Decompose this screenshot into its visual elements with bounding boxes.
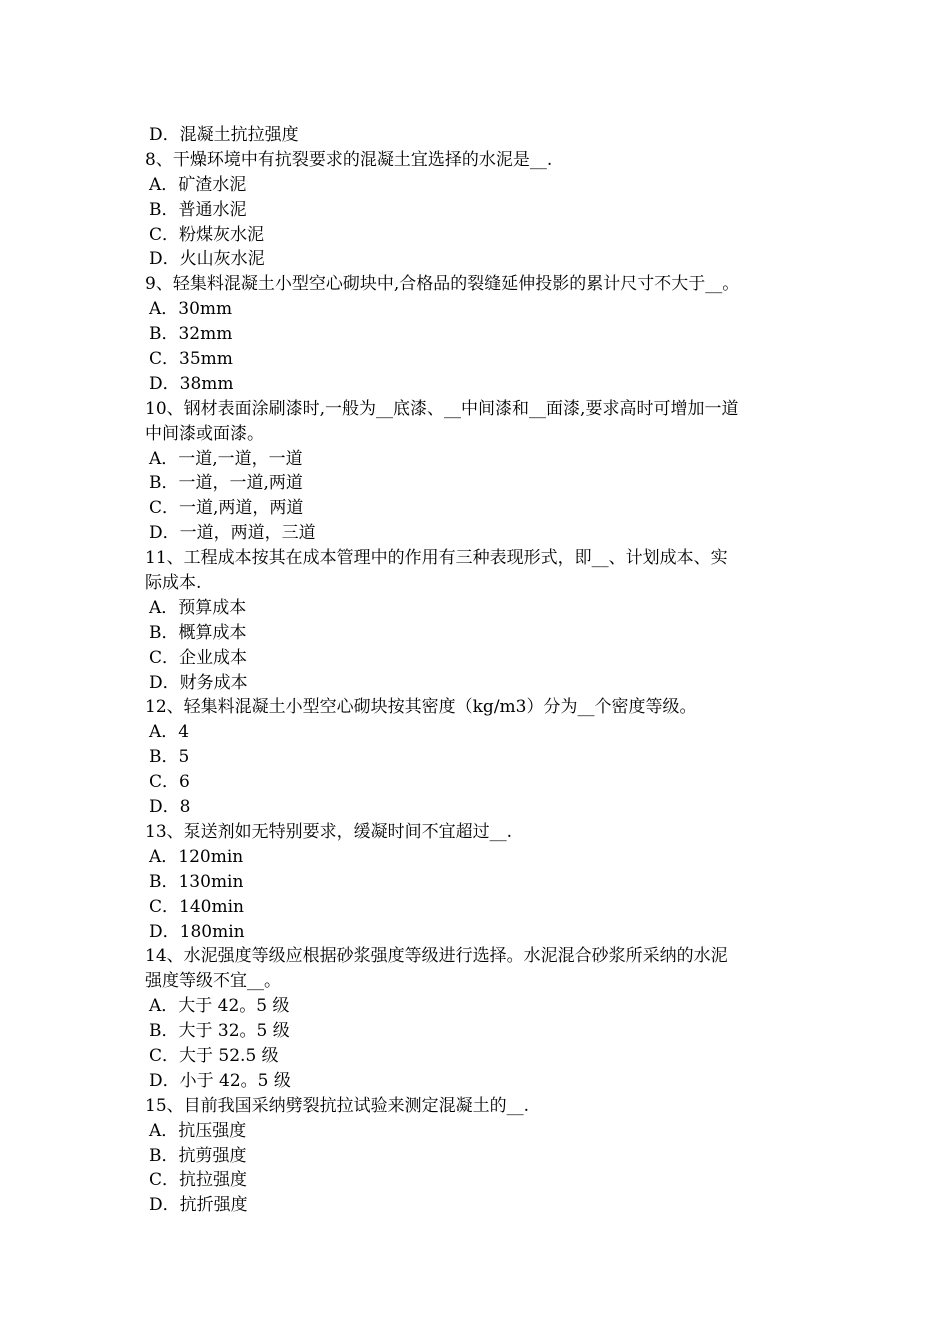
answer-option: B．一道，一道,两道 [149,473,303,494]
answer-option: C．抗拉强度 [149,1170,248,1191]
answer-option: D．混凝土抗拉强度 [149,125,299,145]
answer-option: A．抗压强度 [149,1120,247,1141]
question-text: 11、工程成本按其在成本管理中的作用有三种表现形式，即__、计划成本、实 [145,548,728,569]
answer-option: D．财务成本 [149,672,248,693]
question-text: 中间漆或面漆。 [145,423,264,444]
answer-option: C．35mm [149,349,233,370]
answer-option: C．大于 52.5 级 [149,1045,279,1066]
answer-option: B．概算成本 [149,622,247,643]
answer-option: D．小于 42。5 级 [149,1070,291,1091]
answer-option: A．4 [149,722,190,743]
answer-option: B．130min [149,871,244,892]
question-text: 8、干燥环境中有抗裂要求的混凝土宜选择的水泥是__. [145,149,553,170]
answer-option: C．6 [149,772,190,793]
question-text: 9、轻集料混凝土小型空心砌块中,合格品的裂缝延伸投影的累计尺寸不大于__。 [145,274,740,295]
answer-option: A．30mm [149,299,233,320]
answer-option: D．180min [149,921,245,942]
answer-option: B．大于 32。5 级 [149,1021,290,1042]
answer-option: D．火山灰水泥 [149,249,265,270]
answer-option: B．普通水泥 [149,199,247,220]
question-text: 际成本. [145,573,202,594]
answer-option: B．5 [149,747,190,768]
question-text: 14、水泥强度等级应根据砂浆强度等级进行选择。水泥混合砂浆所采纳的水泥 [145,946,728,967]
answer-option: B．32mm [149,324,233,345]
answer-option: D．抗折强度 [149,1195,248,1216]
document-body [145,123,813,1218]
question-text: 13、泵送剂如无特别要求，缓凝时间不宜超过__. [145,821,513,842]
answer-option: D．8 [149,797,191,818]
question-text: 12、轻集料混凝土小型空心砌块按其密度（kg/m3）分为__个密度等级。 [145,697,697,718]
answer-option: D．一道，两道，三道 [149,523,316,544]
answer-option: C．140min [149,896,244,917]
answer-option: C．粉煤灰水泥 [149,224,265,245]
answer-option: C．企业成本 [149,647,248,668]
answer-option: A．大于 42。5 级 [149,996,290,1017]
answer-option: B．抗剪强度 [149,1145,247,1166]
question-text: 10、钢材表面涂刷漆时,一般为__底漆、__中间漆和__面漆,要求高时可增加一道 [145,398,739,419]
answer-option: D．38mm [149,373,234,394]
answer-option: A．120min [149,846,244,867]
answer-option: A．一道,一道，一道 [149,448,303,469]
question-text: 15、目前我国采纳劈裂抗拉试验来测定混凝土的__. [145,1095,530,1116]
question-text: 强度等级不宜__。 [145,971,281,992]
answer-option: A．预算成本 [149,597,247,618]
answer-option: C．一道,两道，两道 [149,498,304,519]
answer-option: A．矿渣水泥 [149,174,247,195]
